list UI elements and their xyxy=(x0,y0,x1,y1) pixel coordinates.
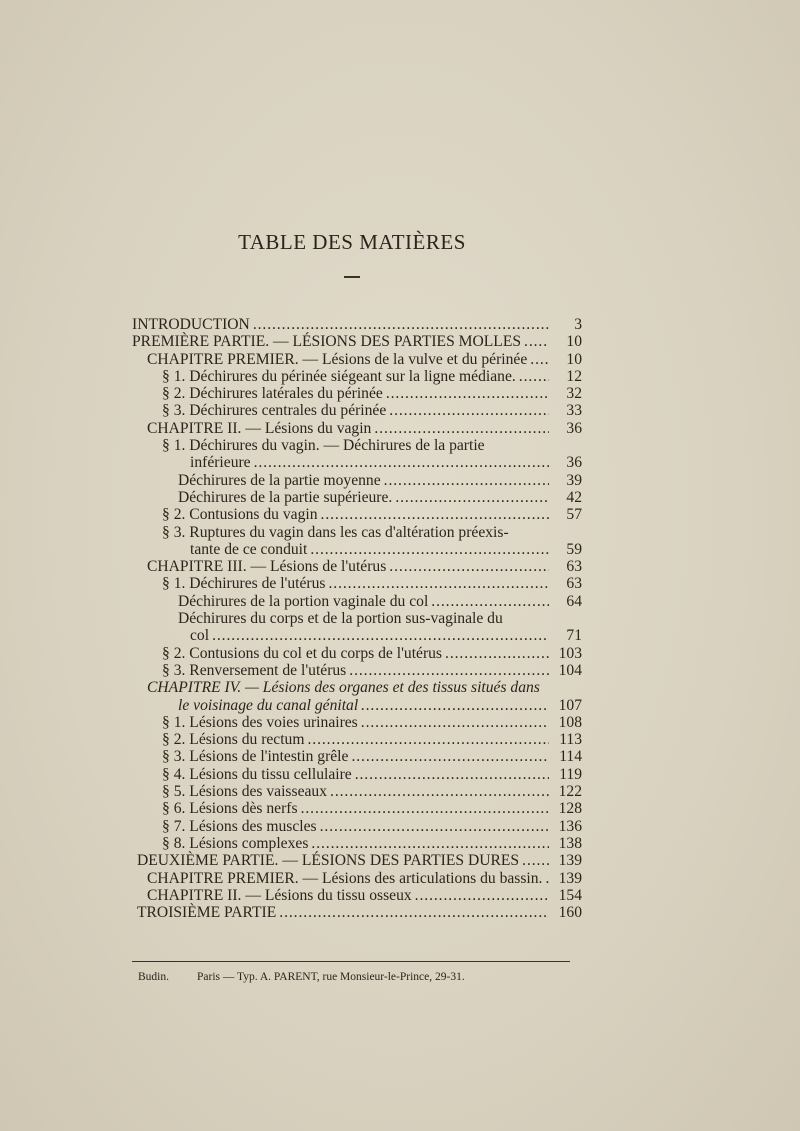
toc-entry: § 3. Déchirures centrales du périnée . . . 33 xyxy=(132,402,582,419)
toc-entry: Déchirures de la partie moyenne . . . 39 xyxy=(132,472,582,489)
page-title: TABLE DES MATIÈRES xyxy=(238,230,466,254)
toc-entry: le voisinage du canal génital . . . 107 xyxy=(132,697,582,714)
toc-entry: TROISIÈME PARTIE . . . 160 xyxy=(132,904,582,921)
toc-entry: § 4. Lésions du tissu cellulaire . . . 119 xyxy=(132,766,582,783)
toc-entry: § 1. Déchirures du périnée siégeant sur la ligne médiane. . . . 12 xyxy=(132,368,582,385)
toc-entry: Déchirures de la partie supérieure. . . . 42 xyxy=(132,489,582,506)
toc-entry: § 1. Lésions des voies urinaires . . . 108 xyxy=(132,714,582,731)
toc-entry: Déchirures de la portion vaginale du col . . . 64 xyxy=(132,593,582,610)
table-of-contents xyxy=(132,316,582,921)
footer-author: Budin. xyxy=(138,971,169,983)
toc-entry: § 1. Déchirures de l'utérus . . . 63 xyxy=(132,575,582,592)
toc-entry: § 6. Lésions dès nerfs . . . 128 xyxy=(132,800,582,817)
footer-imprint: Paris — Typ. A. PARENT, rue Monsieur-le-Prince, 29-31. xyxy=(197,971,465,983)
toc-entry: § 8. Lésions complexes . . . 138 xyxy=(132,835,582,852)
toc-entry: § 3. Lésions de l'intestin grêle . . . 114 xyxy=(132,748,582,765)
toc-entry: PREMIÈRE PARTIE. — LÉSIONS DES PARTIES MOLLES . . . 10 xyxy=(132,333,582,350)
toc-entry: § 2. Contusions du vagin . . . 57 xyxy=(132,506,582,523)
toc-entry: DEUXIÈME PARTIE. — LÉSIONS DES PARTIES DURES . . . 139 xyxy=(132,852,582,869)
toc-entry: § 3. Renversement de l'utérus . . . 104 xyxy=(132,662,582,679)
toc-entry: CHAPITRE II. — Lésions du vagin . . . 36 xyxy=(132,420,582,437)
toc-entry: § 3. Ruptures du vagin dans les cas d'altération préexis- xyxy=(162,523,509,541)
toc-entry: inférieure . . . 36 xyxy=(132,454,582,471)
toc-entry: CHAPITRE PREMIER. — Lésions des articulations du bassin. . . . 139 xyxy=(132,870,582,887)
toc-entry: CHAPITRE IV. — Lésions des organes et des tissus situés dans xyxy=(147,679,540,697)
toc-entry: CHAPITRE III. — Lésions de l'utérus . . . 63 xyxy=(132,558,582,575)
title-divider xyxy=(344,276,360,278)
toc-entry: INTRODUCTION . . . 3 xyxy=(132,316,582,333)
toc-entry: § 2. Déchirures latérales du périnée . . . 32 xyxy=(132,385,582,402)
toc-entry: col . . . 71 xyxy=(132,627,582,644)
toc-entry: tante de ce conduit . . . 59 xyxy=(132,541,582,558)
toc-entry: § 2. Contusions du col et du corps de l'utérus . . . 103 xyxy=(132,645,582,662)
toc-entry: CHAPITRE II. — Lésions du tissu osseux . . . 154 xyxy=(132,887,582,904)
toc-entry: § 2. Lésions du rectum . . . 113 xyxy=(132,731,582,748)
toc-entry: § 1. Déchirures du vagin. — Déchirures de la partie xyxy=(162,437,485,455)
footer-divider xyxy=(132,961,570,962)
toc-entry: § 7. Lésions des muscles . . . 136 xyxy=(132,818,582,835)
footer xyxy=(138,971,465,983)
toc-entry: Déchirures du corps et de la portion sus-vaginale du xyxy=(178,610,503,628)
toc-entry: CHAPITRE PREMIER. — Lésions de la vulve et du périnée . . . 10 xyxy=(132,351,582,368)
toc-entry: § 5. Lésions des vaisseaux . . . 122 xyxy=(132,783,582,800)
